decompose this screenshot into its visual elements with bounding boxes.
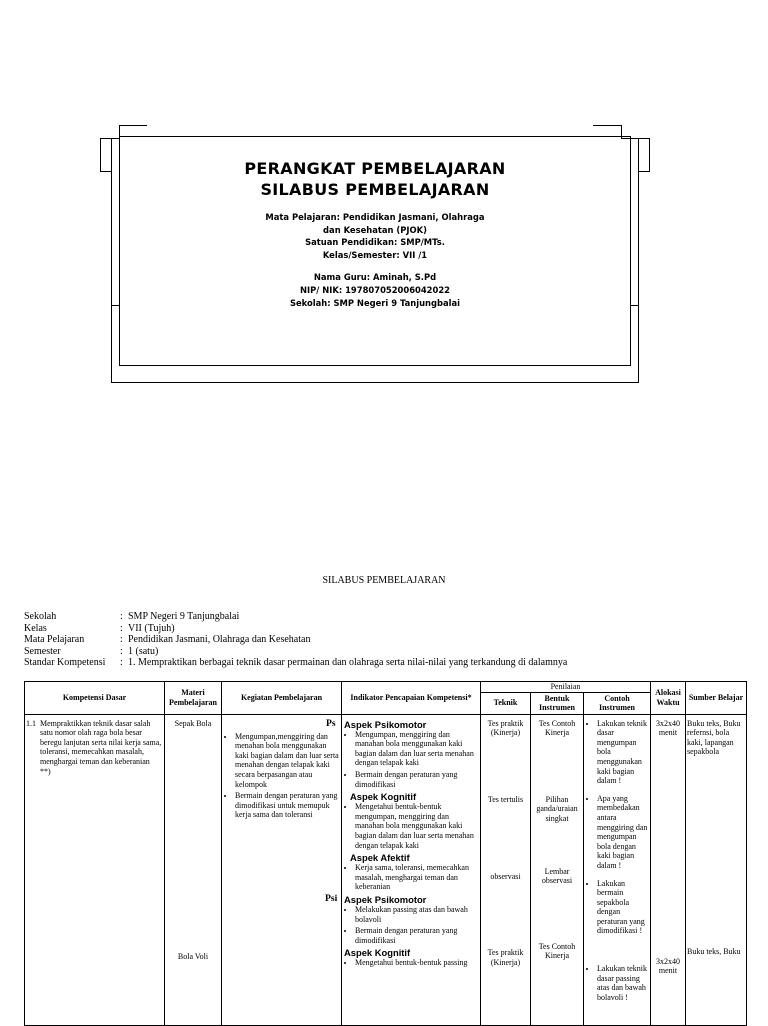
meta-label: Semester [24, 645, 61, 657]
meta-row-kelas [24, 623, 567, 635]
alokasi-1: 3x2x40 menit [656, 718, 680, 738]
kd-number: 1.1 [26, 718, 36, 728]
cell-alokasi [651, 714, 686, 1025]
meta-row-semester [24, 646, 567, 658]
bentuk-2: Pilihan ganda/uraian singkat [536, 794, 578, 823]
meta-row-mapel [24, 634, 567, 646]
cell-bentuk [531, 714, 584, 1025]
teknik-3: observasi [490, 872, 521, 882]
materi-sepak-bola: Sepak Bola [174, 718, 212, 728]
cell-teknik [481, 714, 531, 1025]
cover-nip: NIP/ NIK: 197807052006042022 [299, 284, 450, 295]
cover-title-1: PERANGKAT PEMBELAJARAN [244, 159, 506, 178]
cover-mapel: Mata Pelajaran: Pendidikan Jasmani, Olahraga dan Kesehatan (PJOK) [265, 212, 485, 235]
meta-value: Pendidikan Jasmani, Olahraga dan Kesehatan [128, 634, 311, 646]
silabus-title: SILABUS PEMBELAJARAN [322, 575, 446, 586]
table-row [25, 714, 747, 1025]
sumber-1: Buku teks, Buku refernsi, bola kaki, lapangan sepakbola [687, 718, 741, 757]
sumber-2: Buku teks, Buku [687, 946, 741, 956]
header-kegiatan: Kegiatan Pembelajaran [222, 682, 342, 715]
header-indikator: Indikator Pencapaian Kompetensi* [342, 682, 481, 715]
silabus-table [24, 681, 747, 1026]
alokasi-2: 3x2x40 menit [656, 956, 680, 976]
meta-colon: : [120, 611, 123, 622]
cover-sekolah: Sekolah: SMP Negeri 9 Tanjungbalai [289, 297, 461, 308]
teknik-4: Tes praktik (Kinerja) [487, 947, 524, 967]
list-item: • Mengetahui bentuk-bentuk mengumpan, menggiring dan manahan bola menggunakan kaki bagian dalam dan luar serta menahan dengan telapak kaki [355, 802, 478, 850]
list-item: • Mengetahui bentuk-bentuk passing [355, 958, 478, 968]
cover-guru: Nama Guru: Aminah, S.Pd [313, 272, 437, 283]
list-item: • Bermain dengan peraturan yang dimodifikasi untuk memupuk kerja sama dan toleransi [235, 791, 339, 820]
meta-value: 1 (satu) [128, 645, 159, 657]
meta-row-sekolah [24, 611, 567, 623]
meta-colon: : [120, 634, 123, 646]
aspek-afektif-1: Aspek Afektif [350, 852, 410, 864]
cell-sumber [686, 714, 747, 1025]
teknik-2: Tes tertulis [487, 794, 524, 804]
list-item: • Mengumpan,menggiring dan menahan bola menggunakan kaki bagian dalam dan luar serta menahan dengan telapak kaki secara berpasangan atau kelompok [235, 732, 339, 790]
cover-satuan: Satuan Pendidikan: SMP/MTs. [305, 237, 445, 248]
silabus-meta [24, 611, 567, 669]
materi-bola-voli: Bola Voli [177, 952, 209, 962]
aspek-kognitif-2: Aspek Kognitif [344, 947, 411, 959]
meta-label: Mata Pelajaran [24, 634, 85, 646]
header-contoh: Contoh Instrumen [584, 692, 651, 714]
meta-value: 1. Mempraktikan berbagai teknik dasar permainan dan olahraga serta nilai-nilai yang terkandung di dalamnya [128, 657, 568, 669]
list-item: • Bermain dengan peraturan yang dimodifikasi [355, 926, 478, 945]
cover-kelas: Kelas/Semester: VII /1 [322, 249, 428, 260]
cell-materi [165, 714, 222, 1025]
list-item: • Kerja sama, toleransi, memecahkan masalah, menghargai teman dan keberanian [355, 863, 478, 892]
indikator-tag-ps: Ps [326, 717, 336, 729]
cell-kegiatan [222, 714, 342, 1025]
header-bentuk: Bentuk Instrumen [531, 692, 584, 714]
meta-colon: : [120, 622, 123, 634]
meta-value: SMP Negeri 9 Tanjungbalai [128, 611, 240, 622]
header-sumber: Sumber Belajar [686, 682, 747, 715]
list-item: • Bermain dengan peraturan yang dimodifikasi [355, 770, 478, 789]
aspek-psikomotor-2: Aspek Psikomotor [344, 893, 427, 905]
header-teknik: Teknik [481, 692, 531, 714]
bentuk-4: Tes Contoh Kinerja [538, 941, 576, 961]
cell-kompetensi-dasar [25, 714, 165, 1025]
header-materi: Materi Pembelajaran [165, 682, 222, 715]
indikator-tag-psi: Psi [325, 892, 338, 904]
meta-row-standar-kompetensi [24, 657, 567, 669]
bentuk-3: Lembar observasi [541, 866, 573, 886]
header-alokasi: Alokasi Waktu [651, 682, 686, 715]
meta-colon: : [120, 645, 123, 657]
list-item: • Mengumpan, menggiring dan manahan bola menggunakan kaki bagian dalam dan luar serta menahan dengan telapak kaki [355, 730, 478, 768]
aspek-psikomotor-1: Aspek Psikomotor [344, 718, 427, 730]
cell-indikator [325, 714, 481, 1025]
header-penilaian: Penilaian [481, 682, 651, 693]
meta-label: Standar Kompetensi [24, 657, 106, 669]
header-kompetensi-dasar: Kompetensi Dasar [25, 682, 165, 715]
cover-content [120, 158, 630, 309]
aspek-kognitif-1: Aspek Kognitif [350, 791, 417, 803]
list-item: • Lakukan teknik dasar passing atas dan bawah bolavoli ! [597, 964, 648, 1002]
kd-text: Mempraktikkan teknik dasar salah satu nomor olah raga bola besar beregu lanjutan serta nilai kerja sama, toleransi, memecahkan masalah, menghargai teman dan keberanian **) [40, 718, 162, 776]
cover-title-2: SILABUS PEMBELAJARAN [260, 180, 490, 199]
list-item: • Melakukan passing atas dan bawah bolavoli [355, 905, 478, 924]
teknik-1: Tes praktik (Kinerja) [487, 718, 524, 738]
meta-label: Kelas [24, 622, 47, 634]
meta-label: Sekolah [24, 611, 57, 622]
cell-contoh [584, 714, 651, 1025]
meta-value: VII (Tujuh) [128, 622, 175, 634]
list-item: • Lakukan bermain sepakbola dengan peraturan yang dimodifikasi ! [597, 879, 648, 937]
list-item: • Apa yang membedakan antara menggiring dan mengumpan bola dengan kaki bagian dalam ! [597, 794, 648, 871]
list-item: • Lakukan teknik dasar mengumpan bola menggunakan kaki bagian dalam ! [597, 719, 648, 786]
bentuk-1: Tes Contoh Kinerja [538, 718, 576, 738]
meta-colon: : [120, 657, 123, 669]
